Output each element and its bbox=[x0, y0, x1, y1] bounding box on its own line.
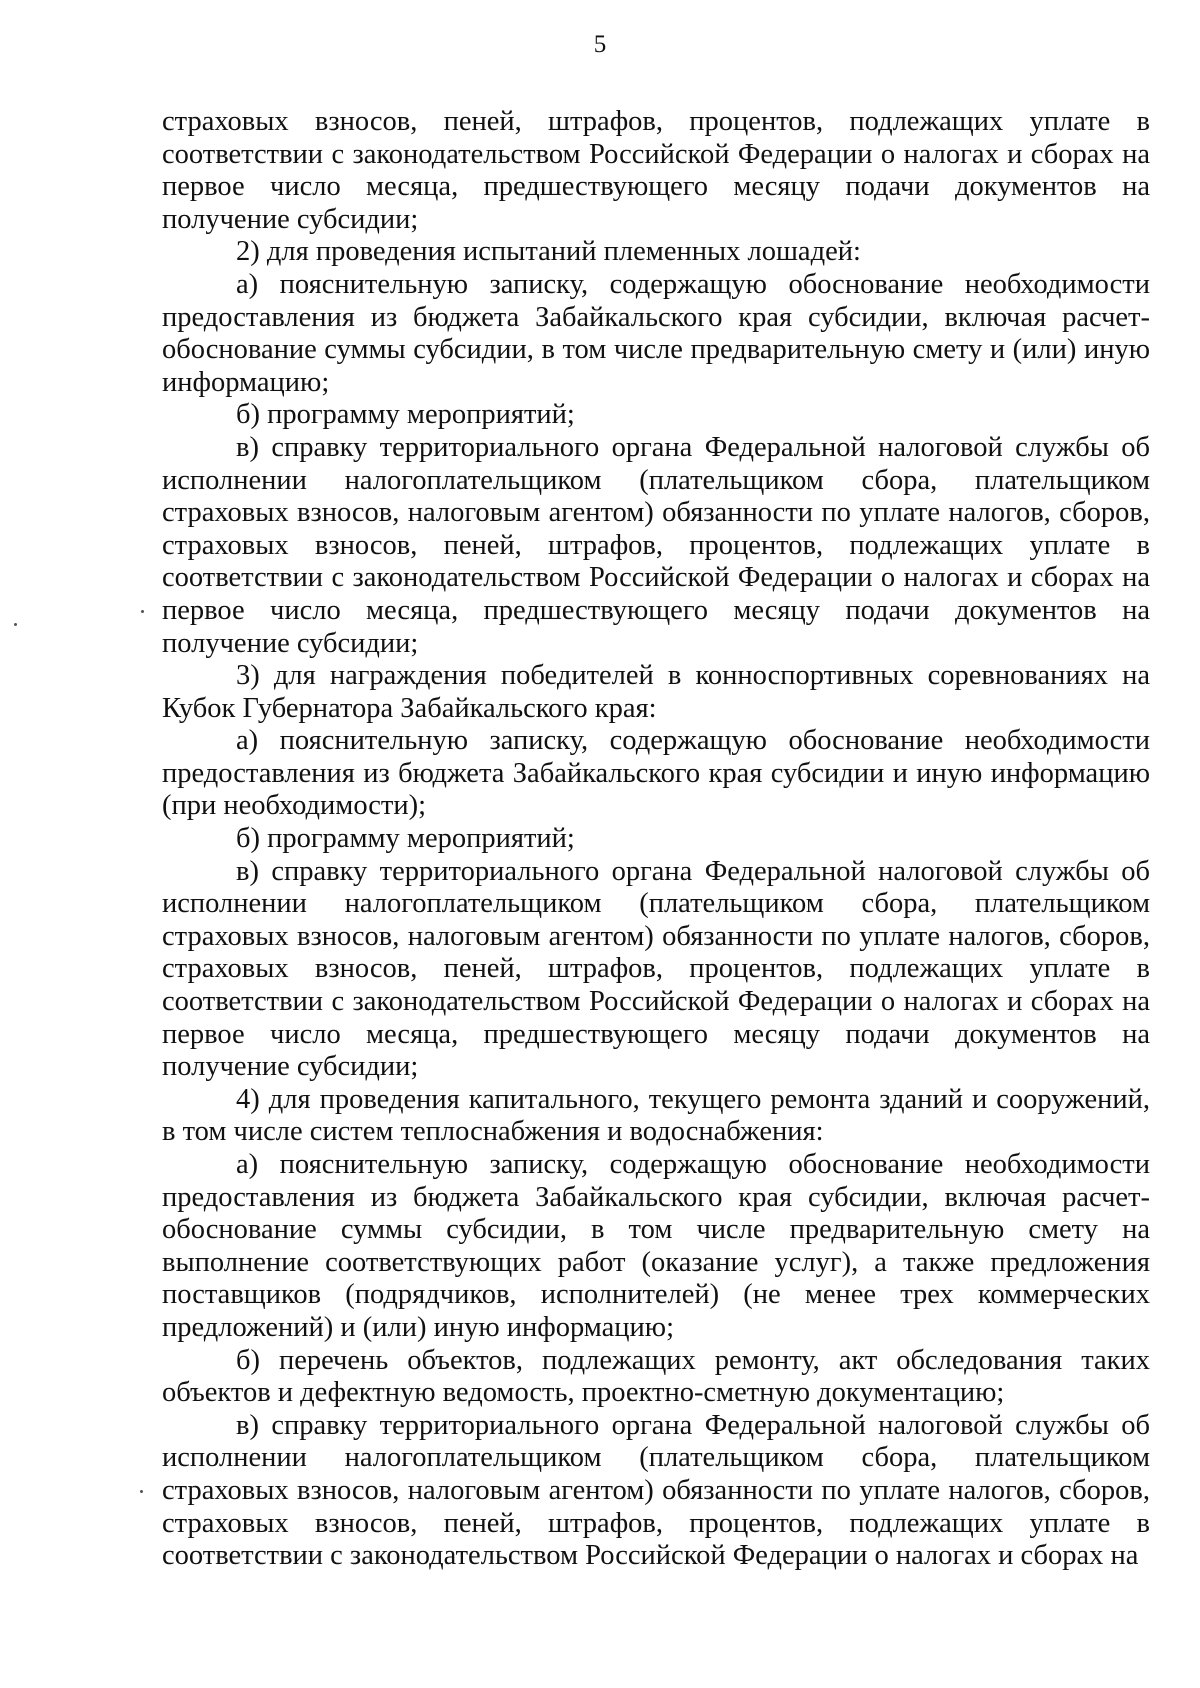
page-number: 5 bbox=[593, 31, 607, 58]
paragraph: а) пояснительную записку, содержащую обоснование необходимости предоставления из бюджета Забайкальского края субсидии и иную информацию (при необходимости); bbox=[162, 725, 1150, 822]
scan-speck bbox=[140, 1490, 143, 1493]
paragraph: а) пояснительную записку, содержащую обоснование необходимости предоставления из бюджета Забайкальского края субсидии, включая расчет-обоснование суммы субсидии, в том числе предварительную смету и (или) иную информацию; bbox=[162, 268, 1150, 398]
paragraph: б) программу мероприятий; bbox=[236, 823, 575, 855]
paragraph: а) пояснительную записку, содержащую обоснование необходимости предоставления из бюджета Забайкальского края субсидии, включая расчет-обоснование суммы субсидии, в том числе предварительную смету на выполнение соответствующих работ (оказание услуг), а также предложения поставщиков (подрядчиков, исполнителей) (не менее трех коммерческих предложений) и (или) иную информацию; bbox=[162, 1149, 1150, 1343]
scan-speck bbox=[141, 610, 144, 613]
paragraph: 2) для проведения испытаний племенных лошадей: bbox=[236, 236, 861, 268]
scan-speck bbox=[14, 623, 17, 626]
paragraph: страховых взносов, пеней, штрафов, процентов, подлежащих уплате в соответствии с законодательством Российской Федерации о налогах и сборах на первое число месяца, предшествующего месяцу подачи документов на получение субсидии; bbox=[162, 106, 1150, 235]
paragraph: в) справку территориального органа Федеральной налоговой службы об исполнении налогоплательщиком (плательщиком сбора, плательщиком страховых взносов, налоговым агентом) обязанности по уплате налогов, сборов, страховых взносов, пеней, штрафов, процентов, подлежащих уплате в соответствии с законодательством Российской Федерации о налогах и сборах на первое число месяца, предшествующего месяцу подачи документов на получение субсидии; bbox=[162, 431, 1150, 659]
paragraph: б) программу мероприятий; bbox=[236, 399, 575, 431]
document-body bbox=[162, 106, 1150, 1573]
paragraph: в) справку территориального органа Федеральной налоговой службы об исполнении налогоплательщиком (плательщиком сбора, плательщиком страховых взносов, налоговым агентом) обязанности по уплате налогов, сборов, страховых взносов, пеней, штрафов, процентов, подлежащих уплате в соответствии с законодательством Российской Федерации о налогах и сборах на первое число месяца, предшествующего месяцу подачи документов на получение субсидии; bbox=[162, 855, 1150, 1083]
paragraph: 4) для проведения капитального, текущего ремонта зданий и сооружений, в том числе систем теплоснабжения и водоснабжения: bbox=[162, 1083, 1150, 1148]
paragraph: б) перечень объектов, подлежащих ремонту, акт обследования таких объектов и дефектную ведомость, проектно-сметную документацию; bbox=[162, 1344, 1150, 1409]
paragraph: 3) для награждения победителей в конноспортивных соревнованиях на Кубок Губернатора Забайкальского края: bbox=[162, 660, 1150, 724]
paragraph: в) справку территориального органа Федеральной налоговой службы об исполнении налогоплательщиком (плательщиком сбора, плательщиком страховых взносов, налоговым агентом) обязанности по уплате налогов, сборов, страховых взносов, пеней, штрафов, процентов, подлежащих уплате в соответствии с законодательством Российской Федерации о налогах и сборах на bbox=[162, 1409, 1150, 1572]
